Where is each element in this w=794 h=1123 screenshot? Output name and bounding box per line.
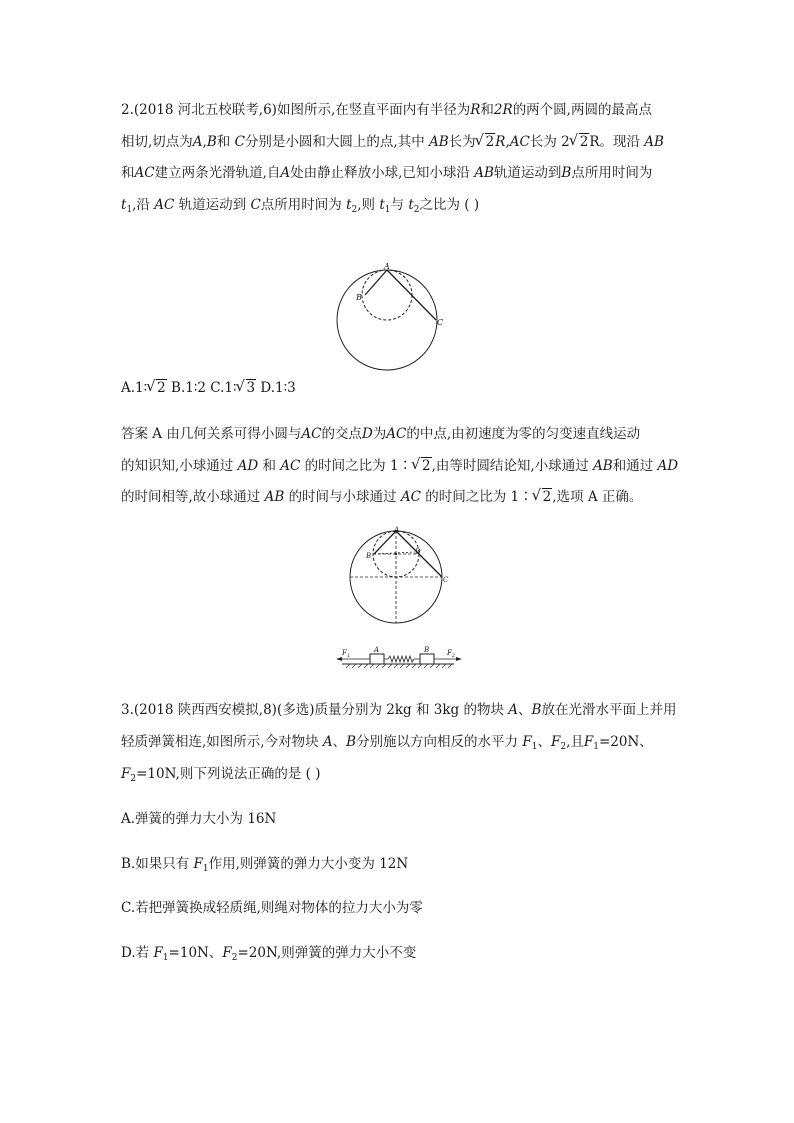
answer-circles-figure (343, 525, 453, 625)
answer-line-1: 答案 A 由几何关系可得小圆与AC的交点D为AC的中点,由初速度为零的匀变速直线运动 (121, 426, 641, 442)
sqrt-symbol: √ 2 (412, 456, 432, 476)
label-f2: $F_2$ (447, 649, 456, 659)
track-ac (387, 270, 436, 320)
q2-line-2: 相切,切点为A,B和 C分别是小圆和大圆上的点,其中 AB长为√ 2R,AC长为 2√ 2R。现沿 AB (121, 132, 664, 152)
fig2-label-b: B (366, 552, 372, 560)
fig2-label-c: C (443, 576, 449, 584)
option-d: D.1∶3 (260, 380, 296, 396)
q3-option-b: B.如果只有 $F_1$作用,则弹簧的弹力大小变为 12N (121, 856, 409, 874)
ground-hatch (346, 664, 452, 668)
label-f1: $F_1$ (342, 649, 351, 659)
q2-circles-figure (330, 262, 450, 374)
option-b: B.1∶2 (171, 380, 206, 396)
sqrt-symbol: √ 2 (570, 132, 590, 152)
q2-line-4: $t_1$,沿 AC 轨道运动到 C点所用时间为 $t_2$,则 $t_1$与 $t_2$之比为 ( ) (121, 197, 480, 215)
q2-number: 2. (121, 102, 134, 118)
f1-arrow-head (336, 657, 342, 661)
sqrt-symbol: √ 3 (237, 378, 257, 398)
f2-arrow-head (456, 657, 462, 661)
spring (384, 656, 420, 662)
q3-line-3: $F_2=10N$,则下列说法正确的是 ( ) (121, 766, 321, 784)
fig2-label-d: D (415, 548, 421, 556)
answer-line-2: 的知识知,小球通过 AD 和 AC 的时间之比为 1∶√ 2,由等时圆结论知,小球通过 AB和通过 AD (121, 456, 678, 476)
fig1-label-c: C (437, 318, 444, 327)
fig2-label-a: A (394, 526, 400, 534)
block-b (420, 654, 434, 664)
small-circle (362, 270, 412, 320)
q2-source: (2018 河北五校联考,6) (133, 102, 277, 118)
fig1-label-b: B (356, 293, 362, 302)
sqrt-symbol: √ 2 (476, 132, 496, 152)
q2-line-1: 2.(2018 河北五校联考,6)如图所示,在竖直平面内有半径为R和2R的两个圆,两圆的最高点 (121, 102, 652, 118)
option-c: C.1∶√ 3 (210, 380, 256, 396)
sqrt-symbol: √ 2 (147, 378, 167, 398)
q3-option-c: C.若把弹簧换成轻质绳,则绳对物体的拉力大小为零 (121, 900, 423, 916)
center-dot (395, 553, 397, 555)
q3-line-2: 轻质弹簧相连,如图所示,今对物块 A、B分别施以方向相反的水平力 $F_1$、$F_2$,且$F_1=20N$、 (121, 734, 653, 752)
answer-line-3: 的时间相等,故小球通过 AB 的时间与小球通过 AC 的时间之比为 1∶√ 2,选项 A 正确。 (121, 487, 642, 507)
option-a: A.1∶√ 2 (121, 380, 167, 396)
answer-label: 答案 (121, 426, 148, 442)
answer-choice: A (152, 426, 163, 442)
answer-blank: ( ) (305, 766, 321, 782)
q2-line-3: 和AC建立两条光滑轨道,自A处由静止释放小球,已知小球沿 AB轨道运动到B点所用时间为 (121, 165, 653, 181)
large-circle (337, 270, 437, 370)
answer-blank: ( ) (464, 197, 480, 213)
label-b: B (424, 646, 430, 654)
q3-line-1: 3.(2018 陕西西安模拟,8)(多选)质量分别为 2kg 和 3kg 的物块 A、B放在光滑水平面上并用 (121, 702, 677, 718)
q2-options (121, 378, 296, 398)
label-a: A (374, 646, 380, 654)
fig1-label-a: A (384, 262, 390, 271)
q3-source: (2018 陕西西安模拟,8)(多选) (133, 702, 315, 718)
q3-number: 3. (121, 702, 134, 718)
q3-option-a: A.弹簧的弹力大小为 16N (121, 811, 277, 827)
sqrt-symbol: √ 2 (533, 487, 553, 507)
q3-option-d: D.若 $F_1=10N$、$F_2=20N$,则弹簧的弹力大小不变 (121, 945, 417, 963)
block-a (370, 654, 384, 664)
spring-blocks-figure (328, 643, 468, 673)
